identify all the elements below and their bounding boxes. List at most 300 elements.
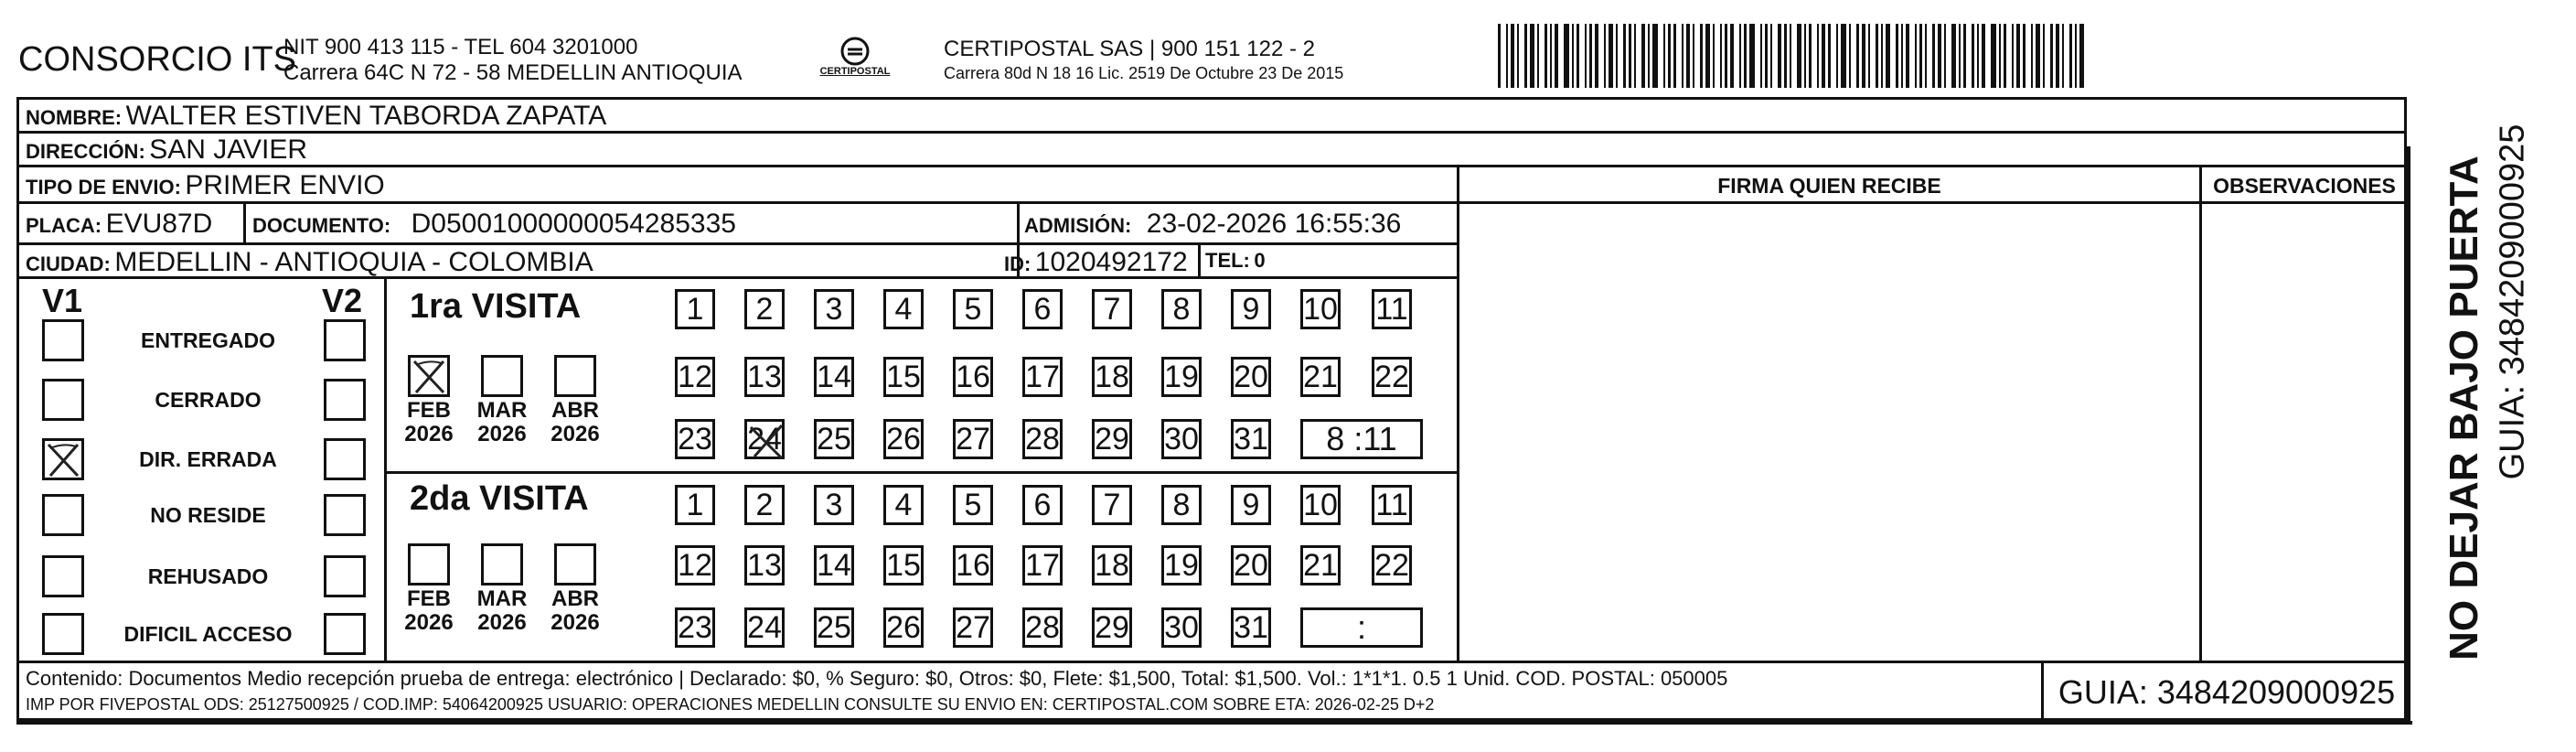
nombre-value: WALTER ESTIVEN TABORDA ZAPATA xyxy=(125,101,607,131)
day-number: 23 xyxy=(678,421,712,457)
day-cell[interactable] xyxy=(1161,607,1202,648)
barcode-bar xyxy=(1517,24,1519,88)
barcode-bar xyxy=(1545,24,1547,88)
barcode-bar xyxy=(1982,24,1985,88)
day-number: 31 xyxy=(1234,609,1268,645)
barcode-bar xyxy=(1530,24,1534,88)
day-cell[interactable] xyxy=(1300,485,1341,525)
day-number: 18 xyxy=(1095,359,1129,394)
v1-checkbox[interactable] xyxy=(42,438,84,480)
admision-label: ADMISIÓN: xyxy=(1024,214,1132,237)
barcode-bar xyxy=(1623,24,1626,88)
status-option-label: DIFICIL ACCESO xyxy=(123,622,293,646)
barcode-bar xyxy=(1778,24,1781,88)
day-number: 16 xyxy=(956,359,990,394)
day-number: 1 xyxy=(686,291,704,327)
barcode-bar xyxy=(1760,24,1762,88)
day-cell[interactable] xyxy=(1231,289,1271,329)
barcode-bar xyxy=(1693,24,1694,88)
day-number: 9 xyxy=(1242,291,1260,327)
barcode-bar xyxy=(1616,24,1618,88)
barcode-bar xyxy=(1524,24,1527,88)
barcode-bar xyxy=(1886,24,1890,88)
day-number: 10 xyxy=(1303,487,1338,522)
v2-checkbox[interactable] xyxy=(324,438,366,480)
barcode-bar xyxy=(1725,24,1727,88)
v2-checkbox[interactable] xyxy=(324,494,366,536)
month-checkbox[interactable] xyxy=(481,543,523,585)
barcode-bar xyxy=(1589,24,1592,88)
observaciones-label: OBSERVACIONES xyxy=(2213,174,2396,198)
barcode-bar xyxy=(1925,24,1927,88)
day-cell[interactable] xyxy=(1161,357,1202,397)
tipo-value: PRIMER ENVIO xyxy=(185,170,385,200)
v1-checkbox[interactable] xyxy=(42,379,84,421)
month-checkbox[interactable] xyxy=(408,355,450,397)
company-nit: NIT 900 413 115 - TEL 604 3201000 xyxy=(283,35,638,59)
day-cell[interactable] xyxy=(675,357,715,397)
day-number: 21 xyxy=(1303,547,1338,583)
day-number: 15 xyxy=(886,359,921,394)
day-cell[interactable] xyxy=(744,545,785,585)
day-number: 12 xyxy=(678,359,712,394)
barcode-bar xyxy=(1896,24,1898,88)
month-name: FEB xyxy=(407,398,451,423)
day-cell[interactable] xyxy=(1300,289,1341,329)
day-cell[interactable] xyxy=(953,357,993,397)
certipostal-nit: CERTIPOSTAL SAS | 900 151 122 - 2 xyxy=(944,37,1315,61)
firma-label: FIRMA QUIEN RECIBE xyxy=(1717,174,1941,198)
barcode-bar xyxy=(1841,24,1846,88)
barcode-bar xyxy=(1585,24,1587,88)
day-number: 6 xyxy=(1033,291,1052,327)
day-number: 25 xyxy=(817,421,851,457)
barcode-bar xyxy=(2016,24,2020,88)
day-cell[interactable] xyxy=(883,485,924,525)
admision-row xyxy=(1024,209,1401,240)
barcode-bar xyxy=(1686,24,1690,88)
barcode-bar xyxy=(1713,24,1715,88)
day-number: 2 xyxy=(755,487,774,522)
day-mark-icon xyxy=(747,422,787,462)
observaciones-area[interactable] xyxy=(2202,204,2407,661)
day-number: 27 xyxy=(956,421,990,457)
month-name: FEB xyxy=(407,586,451,611)
barcode-bar xyxy=(1673,24,1676,88)
status-option-label: DIR. ERRADA xyxy=(139,447,277,471)
barcode-bar xyxy=(1836,24,1838,88)
barcode-bar xyxy=(1506,24,1508,88)
barcode-bar xyxy=(1739,24,1741,88)
day-cell[interactable] xyxy=(814,545,854,585)
barcode-bar xyxy=(1991,24,1996,88)
barcode-bar xyxy=(1919,24,1922,88)
tipo-row xyxy=(26,170,385,201)
v2-checkbox[interactable] xyxy=(324,555,366,597)
day-number: 4 xyxy=(894,291,913,327)
day-cell[interactable] xyxy=(744,485,785,525)
day-cell[interactable] xyxy=(744,357,785,397)
day-number: 3 xyxy=(825,291,843,327)
barcode-bar xyxy=(1595,24,1598,88)
day-number: 11 xyxy=(1375,291,1408,327)
day-number: 13 xyxy=(747,359,782,394)
barcode-bar xyxy=(1862,24,1865,88)
day-number: 5 xyxy=(964,291,982,327)
first-visit-title: 1ra VISITA xyxy=(410,287,582,326)
day-cell[interactable] xyxy=(1231,607,1271,648)
day-number: 29 xyxy=(1095,421,1129,457)
month-checkbox[interactable] xyxy=(408,543,450,585)
day-cell[interactable] xyxy=(953,289,993,329)
time-field[interactable] xyxy=(1300,607,1423,648)
day-number: 24 xyxy=(747,421,782,457)
barcode-bar xyxy=(1749,24,1755,88)
footer-guia: GUIA: 3484209000925 xyxy=(2058,673,2396,711)
certipostal-address: Carrera 80d N 18 16 Lic. 2519 De Octubre 23 De 2015 xyxy=(944,64,1344,82)
month-year: 2026 xyxy=(404,422,454,446)
barcode-bar xyxy=(1537,24,1539,88)
barcode-bar xyxy=(1856,24,1859,88)
nombre-label: NOMBRE: xyxy=(26,106,123,129)
day-cell[interactable] xyxy=(883,289,924,329)
day-number: 11 xyxy=(1375,487,1408,522)
month-checkbox[interactable] xyxy=(554,355,596,397)
barcode-bar xyxy=(2050,24,2053,88)
barcode-bar xyxy=(2056,24,2059,88)
barcode-bar xyxy=(1868,24,1870,88)
v1-checkbox[interactable] xyxy=(42,494,84,536)
day-number: 7 xyxy=(1103,291,1121,327)
day-cell[interactable] xyxy=(1300,357,1341,397)
day-number: 6 xyxy=(1033,487,1052,522)
day-number: 8 xyxy=(1172,291,1191,327)
day-number: 25 xyxy=(817,609,851,645)
day-cell[interactable] xyxy=(1092,357,1132,397)
signature-area[interactable] xyxy=(1459,204,2199,661)
day-cell[interactable] xyxy=(1092,289,1132,329)
barcode-bar xyxy=(1977,24,1979,88)
v2-checkbox[interactable] xyxy=(324,613,366,655)
month-name: MAR xyxy=(476,398,528,423)
barcode-bar xyxy=(1804,24,1806,88)
day-cell[interactable] xyxy=(1300,545,1341,585)
barcode-bar xyxy=(2075,24,2077,88)
day-number: 20 xyxy=(1234,359,1268,394)
day-cell[interactable] xyxy=(744,289,785,329)
day-number: 5 xyxy=(964,487,982,522)
day-cell[interactable] xyxy=(675,289,715,329)
barcode-bar xyxy=(2069,24,2072,88)
month-year: 2026 xyxy=(550,422,600,446)
day-number: 16 xyxy=(956,547,990,583)
direccion-value: SAN JAVIER xyxy=(149,134,308,165)
day-cell[interactable] xyxy=(675,607,715,648)
day-number: 19 xyxy=(1164,359,1199,394)
day-cell[interactable] xyxy=(1022,485,1063,525)
day-cell[interactable] xyxy=(744,607,785,648)
barcode-bar xyxy=(1951,24,1956,88)
day-number: 28 xyxy=(1025,609,1060,645)
day-number: 31 xyxy=(1234,421,1268,457)
barcode-bar xyxy=(1668,24,1671,88)
day-cell[interactable] xyxy=(1092,607,1132,648)
status-option-label: ENTREGADO xyxy=(141,328,275,352)
month-checkbox[interactable] xyxy=(481,355,523,397)
barcode-bar xyxy=(1744,24,1747,88)
day-cell[interactable] xyxy=(675,419,715,459)
barcode-bar xyxy=(1634,24,1636,88)
v1-checkbox[interactable] xyxy=(42,319,84,361)
day-cell[interactable] xyxy=(1372,357,1412,397)
day-cell[interactable] xyxy=(1372,485,1412,525)
tipo-label: TIPO DE ENVIO: xyxy=(26,176,181,199)
month-year: 2026 xyxy=(404,610,454,635)
second-visit-title: 2da VISITA xyxy=(410,479,589,518)
day-cell[interactable] xyxy=(1231,419,1271,459)
company-address: Carrera 64C N 72 - 58 MEDELLIN ANTIOQUIA xyxy=(283,60,743,85)
day-cell[interactable] xyxy=(1022,357,1063,397)
barcode-bar xyxy=(1550,24,1552,88)
barcode-bar xyxy=(1906,24,1909,88)
barcode-bar xyxy=(1641,24,1645,88)
barcode-bar xyxy=(1959,24,1961,88)
barcode-bar xyxy=(1797,24,1801,88)
barcode-bar xyxy=(2079,24,2084,88)
day-cell[interactable] xyxy=(883,607,924,648)
day-number: 23 xyxy=(678,609,712,645)
day-cell[interactable] xyxy=(953,545,993,585)
direccion-row xyxy=(26,134,307,166)
day-cell[interactable] xyxy=(883,357,924,397)
day-number: 7 xyxy=(1103,487,1121,522)
day-cell[interactable] xyxy=(1092,485,1132,525)
barcode-bar xyxy=(1700,24,1703,88)
barcode-bar xyxy=(1817,24,1819,88)
month-year: 2026 xyxy=(550,610,600,635)
day-cell[interactable] xyxy=(814,357,854,397)
day-cell[interactable] xyxy=(953,419,993,459)
day-number: 3 xyxy=(825,487,843,522)
day-number: 22 xyxy=(1374,547,1409,583)
barcode-bar xyxy=(1915,24,1917,88)
time-value: : xyxy=(1356,608,1366,646)
day-number: 13 xyxy=(747,547,782,583)
barcode-bar xyxy=(1770,24,1772,88)
day-number: 8 xyxy=(1172,487,1191,522)
barcode-bar xyxy=(1609,24,1613,88)
barcode-bar xyxy=(1765,24,1768,88)
day-cell[interactable] xyxy=(1372,289,1412,329)
barcode-bar xyxy=(1881,24,1883,88)
ciudad-value: MEDELLIN - ANTIOQUIA - COLOMBIA xyxy=(114,247,593,277)
barcode-bar xyxy=(1577,24,1579,88)
certipostal-logo xyxy=(809,33,901,84)
v1-header: V1 xyxy=(42,282,83,319)
barcode-bar xyxy=(1999,24,2001,88)
barcode-bar xyxy=(1963,24,1966,88)
footer-contenido: Contenido: Documentos Medio recepción prueba de entrega: electrónico | Declarado: $0, % Seguro: $0, Otros: $0, Flete: $1,500, Total: $1,500. Vol.: 1*1*1. 0.5 1 Unid. COD. POSTAL: 050005 xyxy=(26,667,1728,690)
barcode-bar xyxy=(1682,24,1683,88)
day-number: 10 xyxy=(1303,291,1338,327)
day-cell[interactable] xyxy=(675,485,715,525)
day-cell[interactable] xyxy=(675,545,715,585)
day-number: 27 xyxy=(956,609,990,645)
documento-label: DOCUMENTO: xyxy=(252,214,391,237)
barcode-bar xyxy=(1944,24,1946,88)
barcode-bar xyxy=(1604,24,1606,88)
month-checkbox[interactable] xyxy=(554,543,596,585)
day-cell[interactable] xyxy=(1161,419,1202,459)
day-cell[interactable] xyxy=(1022,607,1063,648)
id-label: ID: xyxy=(1004,252,1031,275)
month-label xyxy=(468,399,536,446)
tel-value: 0 xyxy=(1254,249,1266,272)
barcode-bar xyxy=(1790,24,1791,88)
placa-row xyxy=(26,209,212,240)
nombre-row xyxy=(26,101,606,132)
day-number: 12 xyxy=(678,547,712,583)
time-value: 8 :11 xyxy=(1326,420,1397,457)
barcode-bar xyxy=(1705,24,1710,88)
day-number: 9 xyxy=(1242,487,1260,522)
day-cell[interactable] xyxy=(1231,357,1271,397)
logo-text: CERTIPOSTAL xyxy=(819,66,891,77)
day-number: 28 xyxy=(1025,421,1060,457)
barcode-bar xyxy=(1564,24,1569,88)
barcode-bar xyxy=(1720,24,1722,88)
day-cell[interactable] xyxy=(953,607,993,648)
day-number: 1 xyxy=(686,487,704,522)
day-number: 17 xyxy=(1025,547,1060,583)
barcode-bar xyxy=(1822,24,1825,88)
barcode xyxy=(1498,24,2090,88)
day-number: 14 xyxy=(817,547,851,583)
tel-row xyxy=(1205,249,1266,273)
v2-header: V2 xyxy=(322,282,363,319)
month-label xyxy=(541,399,609,446)
day-number: 18 xyxy=(1095,547,1129,583)
barcode-bar xyxy=(1511,24,1514,88)
day-cell[interactable] xyxy=(883,545,924,585)
day-cell[interactable] xyxy=(814,289,854,329)
v1-checkbox[interactable] xyxy=(42,555,84,597)
direccion-label: DIRECCIÓN: xyxy=(26,140,145,163)
day-number: 22 xyxy=(1374,359,1409,394)
placa-value: EVU87D xyxy=(105,209,213,239)
barcode-bar xyxy=(1784,24,1787,88)
barcode-bar xyxy=(1663,24,1665,88)
ciudad-row xyxy=(26,247,593,278)
barcode-bar xyxy=(1648,24,1650,88)
documento-value: D05001000000054285335 xyxy=(411,209,736,239)
side-warning: NO DEJAR BAJO PUERTA xyxy=(2442,156,2486,661)
v2-checkbox[interactable] xyxy=(324,379,366,421)
day-cell[interactable] xyxy=(1092,545,1132,585)
month-year: 2026 xyxy=(477,422,527,446)
day-number: 29 xyxy=(1095,609,1129,645)
barcode-bar xyxy=(2036,24,2040,88)
day-cell[interactable] xyxy=(1161,289,1202,329)
barcode-bar xyxy=(1809,24,1812,88)
time-field[interactable] xyxy=(1300,419,1423,459)
day-cell[interactable] xyxy=(814,419,854,459)
month-label xyxy=(468,587,536,635)
month-label xyxy=(395,587,463,635)
check-mark-icon xyxy=(411,358,447,394)
day-cell[interactable] xyxy=(1372,545,1412,585)
barcode-bar xyxy=(2031,24,2033,88)
barcode-bar xyxy=(1629,24,1631,88)
day-cell[interactable] xyxy=(953,485,993,525)
day-cell[interactable] xyxy=(1161,545,1202,585)
barcode-bar xyxy=(1876,24,1878,88)
barcode-bar xyxy=(1901,24,1903,88)
day-number: 19 xyxy=(1164,547,1199,583)
barcode-bar xyxy=(1498,24,1501,88)
day-number: 24 xyxy=(747,609,782,645)
day-cell[interactable] xyxy=(1231,485,1271,525)
day-cell[interactable] xyxy=(814,485,854,525)
v1-checkbox[interactable] xyxy=(42,613,84,655)
day-number: 20 xyxy=(1234,547,1268,583)
barcode-bar xyxy=(2062,24,2064,88)
barcode-bar xyxy=(1932,24,1935,88)
barcode-bar xyxy=(1972,24,1974,88)
side-guia: GUIA: 3484209000925 xyxy=(2493,124,2532,480)
day-number: 14 xyxy=(817,359,851,394)
barcode-bar xyxy=(2012,24,2014,88)
day-number: 15 xyxy=(886,547,921,583)
status-option-label: NO RESIDE xyxy=(150,503,266,527)
footer-imp: IMP POR FIVEPOSTAL ODS: 25127500925 / COD.IMP: 54064200925 USUARIO: OPERACIONES MEDELLIN CONSULTE SU ENVIO EN: CERTIPOSTAL.COM SOBRE ETA: 2026-02-25 D+2 xyxy=(26,695,1435,714)
day-cell[interactable] xyxy=(1022,545,1063,585)
barcode-bar xyxy=(1849,24,1851,88)
day-cell[interactable] xyxy=(1231,545,1271,585)
id-row xyxy=(1004,247,1188,278)
month-name: MAR xyxy=(476,586,528,611)
barcode-bar xyxy=(2023,24,2026,88)
day-number: 26 xyxy=(886,609,921,645)
barcode-bar xyxy=(1652,24,1658,88)
day-cell[interactable] xyxy=(1092,419,1132,459)
status-option-label: CERRADO xyxy=(155,388,262,412)
ciudad-label: CIUDAD: xyxy=(26,252,111,275)
day-cell[interactable] xyxy=(1022,419,1063,459)
month-year: 2026 xyxy=(477,610,527,635)
day-number: 30 xyxy=(1164,421,1199,457)
barcode-bar xyxy=(2004,24,2006,88)
v2-checkbox[interactable] xyxy=(324,319,366,361)
status-option-label: REHUSADO xyxy=(147,564,269,588)
month-label xyxy=(395,399,463,446)
placa-label: PLACA: xyxy=(26,214,102,237)
day-cell[interactable] xyxy=(744,419,785,459)
month-name: ABR xyxy=(551,586,599,611)
barcode-bar xyxy=(1828,24,1831,88)
admision-value: 23-02-2026 16:55:36 xyxy=(1146,209,1402,239)
day-cell[interactable] xyxy=(883,419,924,459)
day-number: 26 xyxy=(886,421,921,457)
documento-row xyxy=(252,209,736,240)
tel-label: TEL: xyxy=(1205,249,1250,272)
day-cell[interactable] xyxy=(1022,289,1063,329)
company-name: CONSORCIO ITS xyxy=(18,40,297,79)
day-number: 30 xyxy=(1164,609,1199,645)
day-cell[interactable] xyxy=(814,607,854,648)
day-number: 4 xyxy=(894,487,913,522)
day-cell[interactable] xyxy=(1161,485,1202,525)
